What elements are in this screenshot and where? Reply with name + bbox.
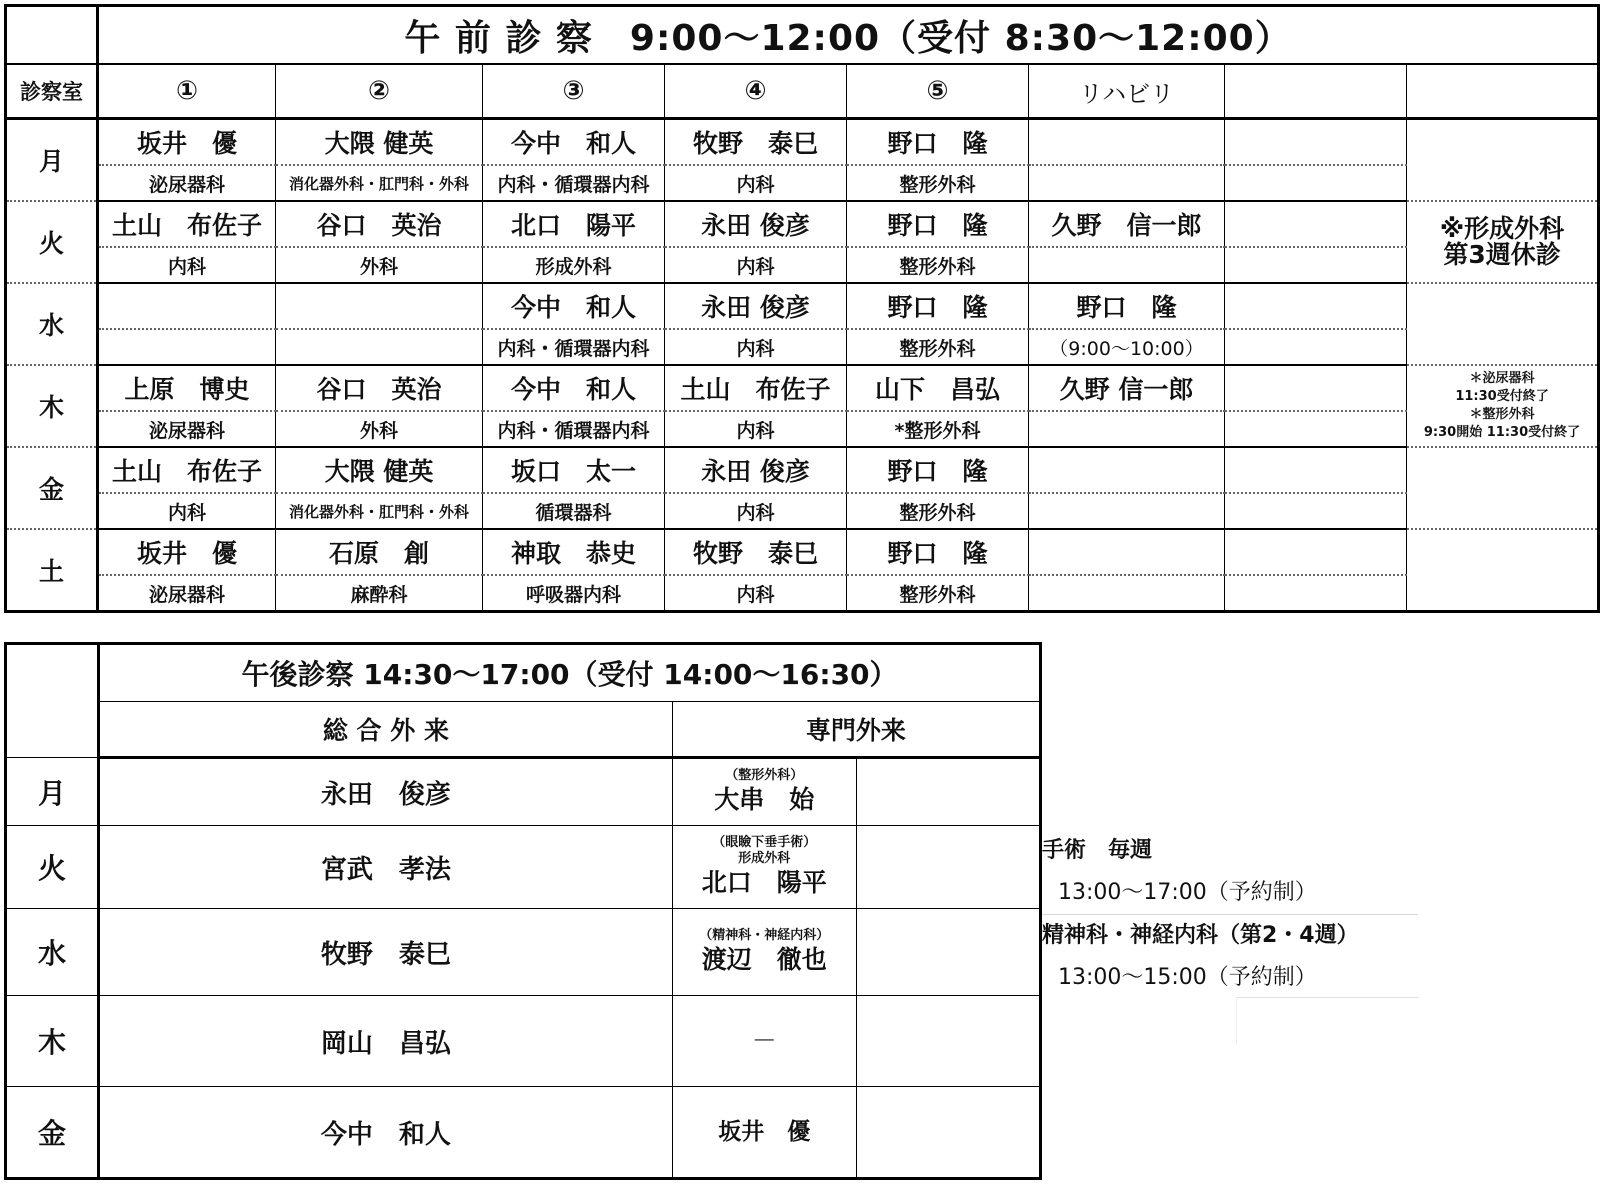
note-text: ＊整形外科 [1469, 407, 1535, 422]
doctor-name [1029, 529, 1225, 575]
doctor-name: 野口 隆 [847, 447, 1029, 493]
specialty-name: 北口 陽平 [701, 868, 827, 897]
blank-cell [856, 826, 1040, 909]
general-doctor: 永田 俊彦 [99, 758, 673, 826]
doctor-name: 永田 俊彦 [665, 201, 847, 247]
department: 泌尿器科 [98, 165, 276, 201]
day-label: 土 [6, 529, 98, 612]
specialty-name: 渡辺 徹也 [701, 945, 827, 974]
doctor-name: 谷口 英治 [276, 365, 483, 411]
day-label: 火 [6, 826, 99, 909]
department: 内科・循環器内科 [483, 411, 665, 447]
department: 内科 [665, 247, 847, 283]
department: 内科 [665, 411, 847, 447]
note-text: 9:30開始 11:30受付終了 [1423, 425, 1581, 440]
department: 循環器科 [483, 493, 665, 529]
specialty-outpatient-header: 専門外来 [672, 702, 1040, 758]
department: 内科 [665, 329, 847, 365]
specialty-name: 大串 始 [714, 785, 815, 814]
blank-cell [856, 1087, 1040, 1179]
specialty-doctor [672, 1087, 856, 1179]
room-label: 診察室 [6, 64, 98, 119]
doctor-name: 野口 隆 [847, 283, 1029, 329]
room-1: ① [98, 64, 276, 119]
department [1225, 411, 1407, 447]
department [1225, 329, 1407, 365]
doctor-name: 土山 布佐子 [665, 365, 847, 411]
department: 整形外科 [847, 165, 1029, 201]
department [1225, 493, 1407, 529]
doctor-name [1225, 365, 1407, 411]
department: 内科 [665, 165, 847, 201]
doctor-name: 今中 和人 [483, 283, 665, 329]
department: 消化器外科・肛門科・外科 [276, 165, 483, 201]
surgery-label: 手術 毎週 [1042, 838, 1153, 863]
doctor-name: 土山 布佐子 [98, 447, 276, 493]
room-3: ③ [483, 64, 665, 119]
doctor-name: 今中 和人 [483, 119, 665, 166]
doctor-name: 永田 俊彦 [665, 447, 847, 493]
department [1225, 247, 1407, 283]
doctor-name: 永田 俊彦 [665, 283, 847, 329]
department: 外科 [276, 247, 483, 283]
doctor-name: 北口 陽平 [483, 201, 665, 247]
morning-title: 午 前 診 察 9:00～12:00（受付 8:30～12:00） [98, 6, 1599, 65]
specialty-doctor [672, 758, 856, 826]
note-cell [1407, 283, 1599, 365]
afternoon-title: 午後診察 14:30～17:00（受付 14:00～16:30） [99, 644, 1041, 702]
department: 整形外科 [847, 329, 1029, 365]
department: 消化器外科・肛門科・外科 [276, 493, 483, 529]
doctor-name: 山下 昌弘 [847, 365, 1029, 411]
room-notes [1407, 64, 1599, 119]
department: 内科・循環器内科 [483, 165, 665, 201]
room-2: ② [276, 64, 483, 119]
department: 内科 [98, 247, 276, 283]
day-label: 火 [6, 201, 98, 283]
department [1029, 411, 1225, 447]
doctor-name: 野口 隆 [1029, 283, 1225, 329]
doctor-name: 今中 和人 [483, 365, 665, 411]
corner-cell [6, 6, 98, 65]
blank-box [1236, 997, 1419, 1044]
doctor-name: 牧野 泰巳 [665, 529, 847, 575]
specialty-name: 坂井 優 [718, 1119, 811, 1145]
note-cell [1407, 447, 1599, 529]
doctor-name [1225, 283, 1407, 329]
doctor-name: 野口 隆 [847, 529, 1029, 575]
specialty-sub: （整形外科） [725, 768, 804, 783]
specialty-name: － [751, 1026, 777, 1055]
department: 麻酔科 [276, 575, 483, 612]
specialty-sub: 形成外科 [738, 851, 791, 866]
note-text: 11:30受付終了 [1455, 389, 1549, 404]
department: 泌尿器科 [98, 411, 276, 447]
note-cell [1407, 529, 1599, 612]
morning-schedule-table [4, 4, 1600, 613]
specialty-doctor [672, 909, 856, 996]
doctor-name: 野口 隆 [847, 201, 1029, 247]
department: 内科 [665, 493, 847, 529]
department: （9:00～10:00） [1029, 329, 1225, 365]
department: 呼吸器内科 [483, 575, 665, 612]
day-label: 金 [6, 447, 98, 529]
doctor-name: 石原 創 [276, 529, 483, 575]
general-doctor: 牧野 泰巳 [99, 909, 673, 996]
department: 内科 [98, 493, 276, 529]
day-label: 月 [6, 758, 99, 826]
surgery-time: 13:00～17:00（予約制） [1058, 880, 1317, 905]
general-doctor: 今中 和人 [99, 1087, 673, 1179]
specialty-sub: （眼瞼下垂手術） [712, 835, 817, 850]
doctor-name: 久野 信一郎 [1029, 201, 1225, 247]
general-outpatient-header: 総 合 外 来 [99, 702, 673, 758]
doctor-name: 神取 恭史 [483, 529, 665, 575]
note-cell [1407, 119, 1599, 202]
department: 泌尿器科 [98, 575, 276, 612]
day-label: 水 [6, 909, 99, 996]
department: *整形外科 [847, 411, 1029, 447]
doctor-name [1225, 201, 1407, 247]
department: 外科 [276, 411, 483, 447]
department: 整形外科 [847, 575, 1029, 612]
psych-time: 13:00～15:00（予約制） [1058, 965, 1317, 990]
doctor-name [1225, 529, 1407, 575]
note-text: 第3週休診 [1443, 240, 1561, 269]
doctor-name: 牧野 泰巳 [665, 119, 847, 166]
department: 形成外科 [483, 247, 665, 283]
room-blank [1225, 64, 1407, 119]
doctor-name [1029, 119, 1225, 166]
corner-cell [6, 644, 99, 758]
doctor-name: 大隈 健英 [276, 447, 483, 493]
day-label: 木 [6, 996, 99, 1087]
department [1029, 575, 1225, 612]
room-4: ④ [665, 64, 847, 119]
doctor-name: 坂口 太一 [483, 447, 665, 493]
blank-cell [856, 909, 1040, 996]
doctor-name: 土山 布佐子 [98, 201, 276, 247]
doctor-name [1225, 447, 1407, 493]
department [1029, 493, 1225, 529]
department: 内科 [665, 575, 847, 612]
note-text: ＊泌尿器科 [1469, 371, 1535, 386]
room-5: ⑤ [847, 64, 1029, 119]
department: 整形外科 [847, 247, 1029, 283]
specialty-sub: （精神科・神経内科） [699, 928, 830, 943]
department [1029, 247, 1225, 283]
department: 内科・循環器内科 [483, 329, 665, 365]
department: 整形外科 [847, 493, 1029, 529]
note-cell [1407, 201, 1599, 283]
psych-label: 精神科・神経内科（第2・4週） [1042, 914, 1418, 957]
note-cell [1407, 365, 1599, 447]
department [1225, 575, 1407, 612]
doctor-name: 谷口 英治 [276, 201, 483, 247]
doctor-name: 野口 隆 [847, 119, 1029, 166]
side-notes [1042, 830, 1418, 999]
doctor-name [1029, 447, 1225, 493]
department [1029, 165, 1225, 201]
day-label: 水 [6, 283, 98, 365]
room-rehab: リハビリ [1029, 64, 1225, 119]
doctor-name: 坂井 優 [98, 119, 276, 166]
doctor-name: 久野 信一郎 [1029, 365, 1225, 411]
doctor-name: 坂井 優 [98, 529, 276, 575]
general-doctor: 岡山 昌弘 [99, 996, 673, 1087]
department [1225, 165, 1407, 201]
department [98, 329, 276, 365]
specialty-doctor [672, 996, 856, 1087]
day-label: 木 [6, 365, 98, 447]
blank-cell [856, 758, 1040, 826]
general-doctor: 宮武 孝法 [99, 826, 673, 909]
department [276, 329, 483, 365]
note-text: ※形成外科 [1439, 214, 1565, 243]
doctor-name: 大隈 健英 [276, 119, 483, 166]
doctor-name [98, 283, 276, 329]
doctor-name [276, 283, 483, 329]
blank-cell [856, 996, 1040, 1087]
specialty-doctor [672, 826, 856, 909]
doctor-name: 上原 博史 [98, 365, 276, 411]
day-label: 金 [6, 1087, 99, 1179]
doctor-name [1225, 119, 1407, 166]
afternoon-schedule-table [4, 642, 1042, 1180]
day-label: 月 [6, 119, 98, 202]
